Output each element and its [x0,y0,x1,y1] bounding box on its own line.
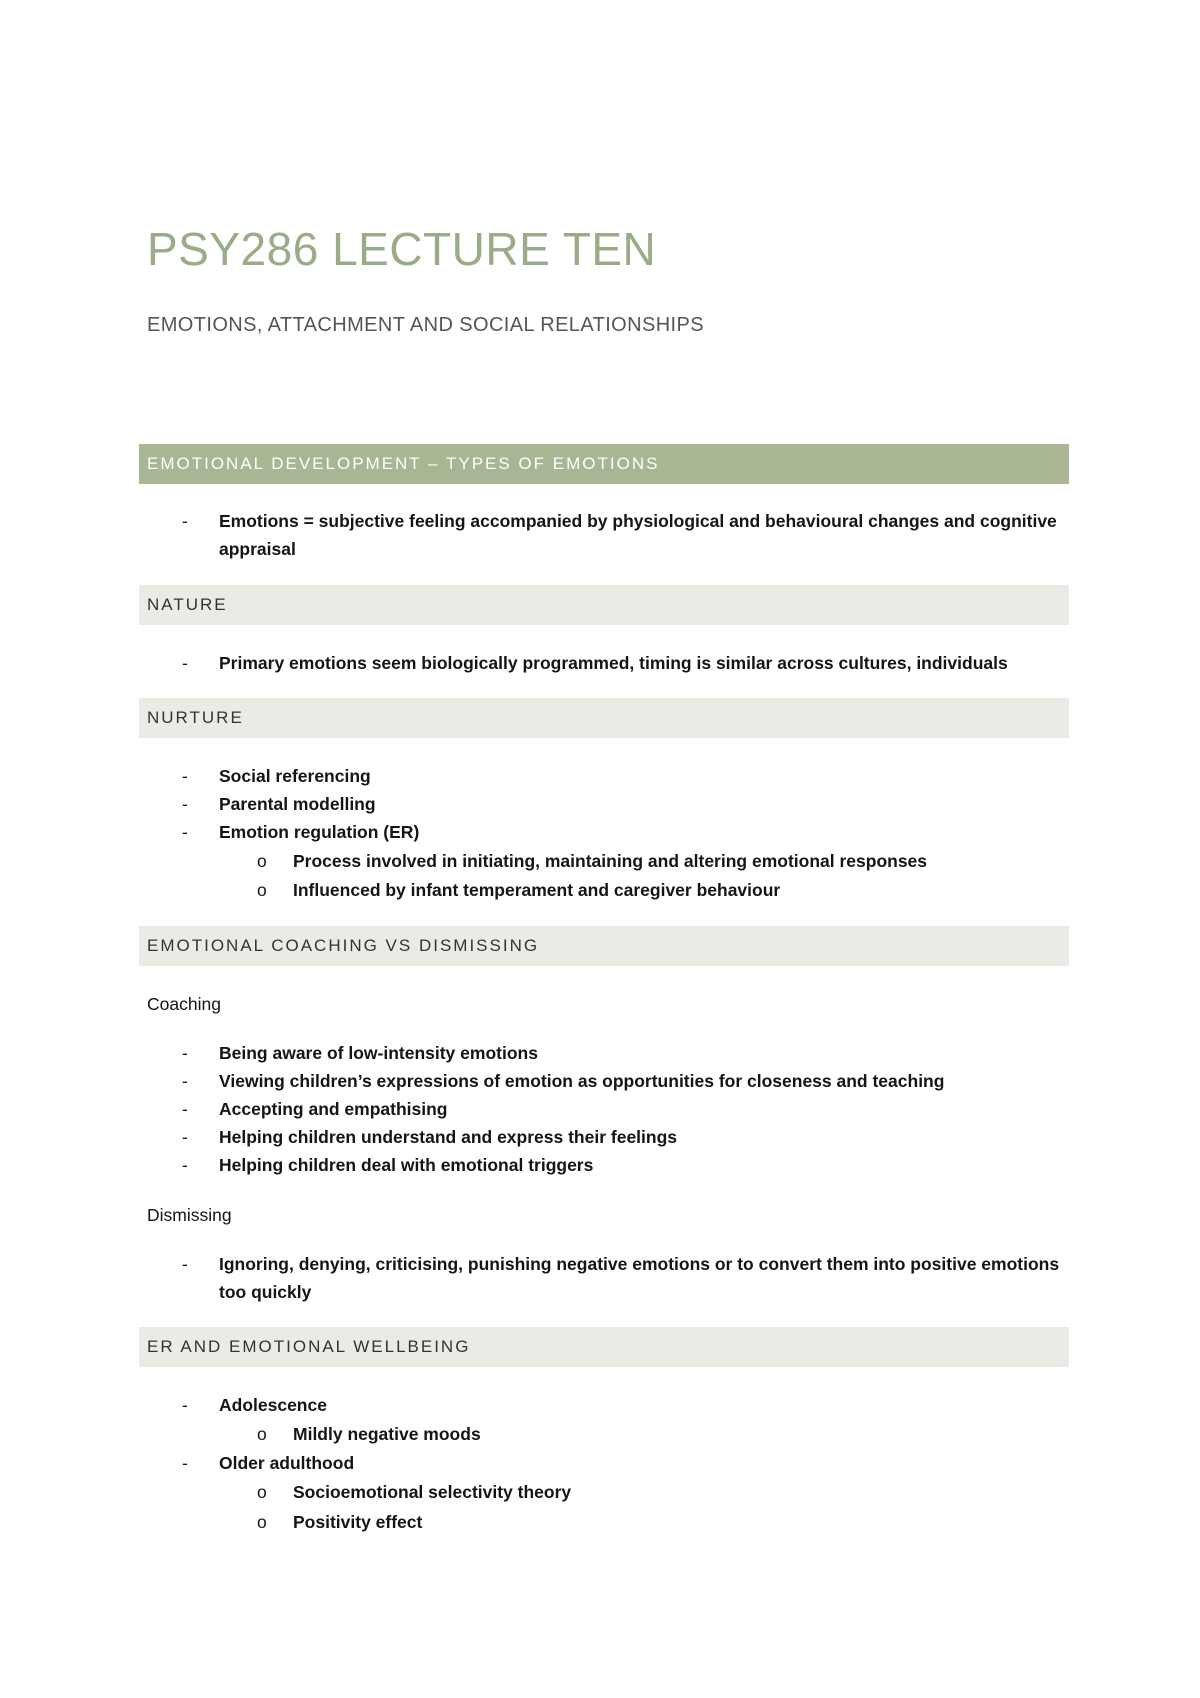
sub-list-item: o Socioemotional selectivity theory [257,1478,1057,1506]
dash-bullet: - [182,1395,188,1415]
coaching-label: Coaching [147,994,221,1014]
section-heading-coaching-vs-dismissing: EMOTIONAL COACHING VS DISMISSING [139,926,1069,966]
dash-bullet: - [182,1043,188,1063]
section-heading-nurture: NURTURE [139,698,1069,738]
list-item: - Emotions = subjective feeling accompanied by physiological and behavioural changes and cognitive appraisal [182,507,1062,563]
dash-bullet: - [182,1071,188,1091]
dash-bullet: - [182,1099,188,1119]
section-heading-nature: NATURE [139,585,1069,625]
dash-bullet: - [182,511,188,531]
dash-bullet: - [182,766,188,786]
document-title: PSY286 LECTURE TEN [147,223,657,275]
sub-list-item: o Influenced by infant temperament and caregiver behaviour [257,876,1057,904]
document-subtitle: EMOTIONS, ATTACHMENT AND SOCIAL RELATIONSHIPS [147,314,704,336]
list-item: - Adolescence [182,1391,1062,1419]
sub-list-item: o Positivity effect [257,1508,1057,1536]
circle-bullet: o [257,851,267,871]
circle-bullet: o [257,1512,267,1532]
circle-bullet: o [257,880,267,900]
list-item: - Parental modelling [182,790,1062,818]
dash-bullet: - [182,1127,188,1147]
dash-bullet: - [182,653,188,673]
sub-list-item: o Mildly negative moods [257,1420,1057,1448]
dash-bullet: - [182,1254,188,1274]
list-item: - Accepting and empathising [182,1095,1062,1123]
list-item: - Ignoring, denying, criticising, punishing negative emotions or to convert them into positive emotions too quickly [182,1250,1062,1306]
dismissing-label: Dismissing [147,1205,232,1225]
list-item: - Being aware of low-intensity emotions [182,1039,1062,1067]
list-item: - Helping children understand and express their feelings [182,1123,1062,1151]
section-heading-er-wellbeing: ER AND EMOTIONAL WELLBEING [139,1327,1069,1367]
list-item: - Emotion regulation (ER) [182,818,1062,846]
circle-bullet: o [257,1424,267,1444]
list-item: - Helping children deal with emotional triggers [182,1151,1062,1179]
list-item: - Primary emotions seem biologically programmed, timing is similar across cultures, individuals [182,649,1062,677]
list-item: - Viewing children’s expressions of emotion as opportunities for closeness and teaching [182,1067,1062,1095]
dash-bullet: - [182,1155,188,1175]
list-item: - Older adulthood [182,1449,1062,1477]
dash-bullet: - [182,794,188,814]
dash-bullet: - [182,1453,188,1473]
section-heading-types-of-emotions: EMOTIONAL DEVELOPMENT – TYPES OF EMOTIONS [139,444,1069,484]
sub-list-item: o Process involved in initiating, maintaining and altering emotional responses [257,847,1057,875]
list-item: - Social referencing [182,762,1062,790]
circle-bullet: o [257,1482,267,1502]
dash-bullet: - [182,822,188,842]
